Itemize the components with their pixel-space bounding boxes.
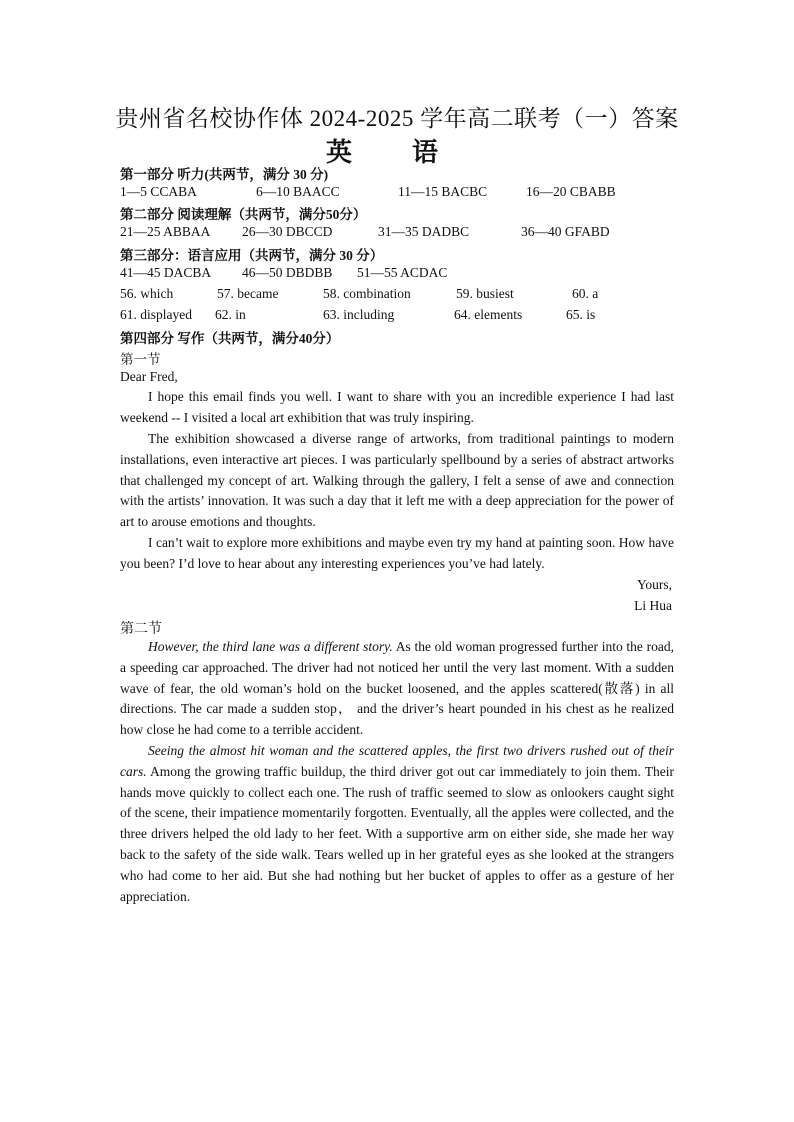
story-lead-sentence: Seeing the almost hit woman and the scattered apples, the first two drivers rushed out of their cars. xyxy=(120,743,674,779)
answer-group: 16—20 CBABB xyxy=(526,184,616,199)
story-paragraph xyxy=(120,637,674,741)
answer-group: 51—55 ACDAC xyxy=(357,265,448,280)
part3-answers xyxy=(120,265,680,283)
story-paragraph xyxy=(120,741,674,907)
fill-answer: 57. became xyxy=(217,286,279,301)
fill-answer: 56. which xyxy=(120,286,174,301)
fill-answer: 59. busiest xyxy=(456,286,514,301)
answer-group: 11—15 BACBC xyxy=(398,184,488,199)
part2-answers xyxy=(120,224,680,242)
letter-signature: Li Hua xyxy=(634,598,672,613)
story-text: Among the growing traffic buildup, the third driver got out car immediately to join them. Their hands move quickly to collect each one. The rush of traffic seemed to slow as onlookers caught sight of the scene, their impatience momentarily forgotten. Eventually, all the apples were collected, and the three drivers helped the old lady to her feet. With a supportive arm on either side, she made her way back to the safety of the side walk. Tears welled up in her grateful eyes as she looked at the strangers who had come to her aid. But she had nothing but her bucket of apples to offer as a gesture of her appreciation. xyxy=(120,763,674,904)
fill-answer: 64. elements xyxy=(454,307,523,322)
page-title: 贵州省名校协作体 2024-2025 学年高二联考（一）答案 xyxy=(115,106,679,131)
fill-answer: 65. is xyxy=(566,307,596,322)
answer-group: 21—25 ABBAA xyxy=(120,224,211,239)
answer-group: 41—45 DACBA xyxy=(120,265,212,280)
answer-group: 1—5 CCABA xyxy=(120,184,197,199)
part2-heading: 第二部分 阅读理解（共两节，满分50分） xyxy=(120,207,367,222)
fill-row-2 xyxy=(120,307,680,325)
letter-closing: Yours, xyxy=(636,577,672,592)
story-lead-sentence: However, the third lane was a different story. xyxy=(148,639,393,654)
section-2-label: 第二节 xyxy=(120,622,162,637)
fill-answer: 60. a xyxy=(572,286,599,301)
answer-group: 46—50 DBDBB xyxy=(242,265,333,280)
letter-paragraph: I can’t wait to explore more exhibitions and maybe even try my hand at painting soon. How have you been? I’d love to hear about any interesting experiences you’ve had lately. xyxy=(120,535,674,571)
letter-paragraph: The exhibition showcased a diverse range of artworks, from traditional paintings to modern installations, even interactive art pieces. I was particularly spellbound by a series of abstract artworks that challenged my concept of art. Walking through the gallery, I felt a sense of awe and connection with the artists’ innovation. It was such a day that it left me with a deep appreciation for the power of art to arouse emotions and thoughts. xyxy=(120,431,674,530)
fill-answer: 62. in xyxy=(215,307,246,322)
fill-answer: 58. combination xyxy=(323,286,411,301)
answer-group: 6—10 BAACC xyxy=(256,184,340,199)
story-text: As the old woman progressed further into the road, a speeding car approached. The driver had not noticed her until the very last moment. With a sudden wave of fear, the old woman’s hold on the bucket loosened, and the apples scattered(散落) in all directions. The car made a sudden stop， and the driver’s heart pounded in his chest as he realized how close he had come to a terrible accident. xyxy=(120,639,675,738)
letter-paragraph: I hope this email finds you well. I want to share with you an incredible experience I had last weekend -- I visited a local art exhibition that was truly inspiring. xyxy=(120,389,674,425)
subject-title: 英语 xyxy=(325,138,498,167)
part3-heading: 第三部分：语言应用（共两节，满分 30 分） xyxy=(120,248,384,263)
answer-group: 31—35 DADBC xyxy=(378,224,470,239)
fill-answer: 63. including xyxy=(323,307,395,322)
section-1-label: 第一节 xyxy=(120,352,161,367)
letter-greeting: Dear Fred, xyxy=(120,369,178,384)
part1-heading: 第一部分 听力(共两节，满分 30 分) xyxy=(120,167,329,182)
part4-heading: 第四部分 写作（共两节，满分40分） xyxy=(120,331,340,346)
answer-group: 26—30 DBCCD xyxy=(242,224,333,239)
fill-answer: 61. displayed xyxy=(120,307,192,322)
answer-group: 36—40 GFABD xyxy=(521,224,610,239)
part1-answers xyxy=(120,184,680,202)
fill-row-1 xyxy=(120,286,680,304)
